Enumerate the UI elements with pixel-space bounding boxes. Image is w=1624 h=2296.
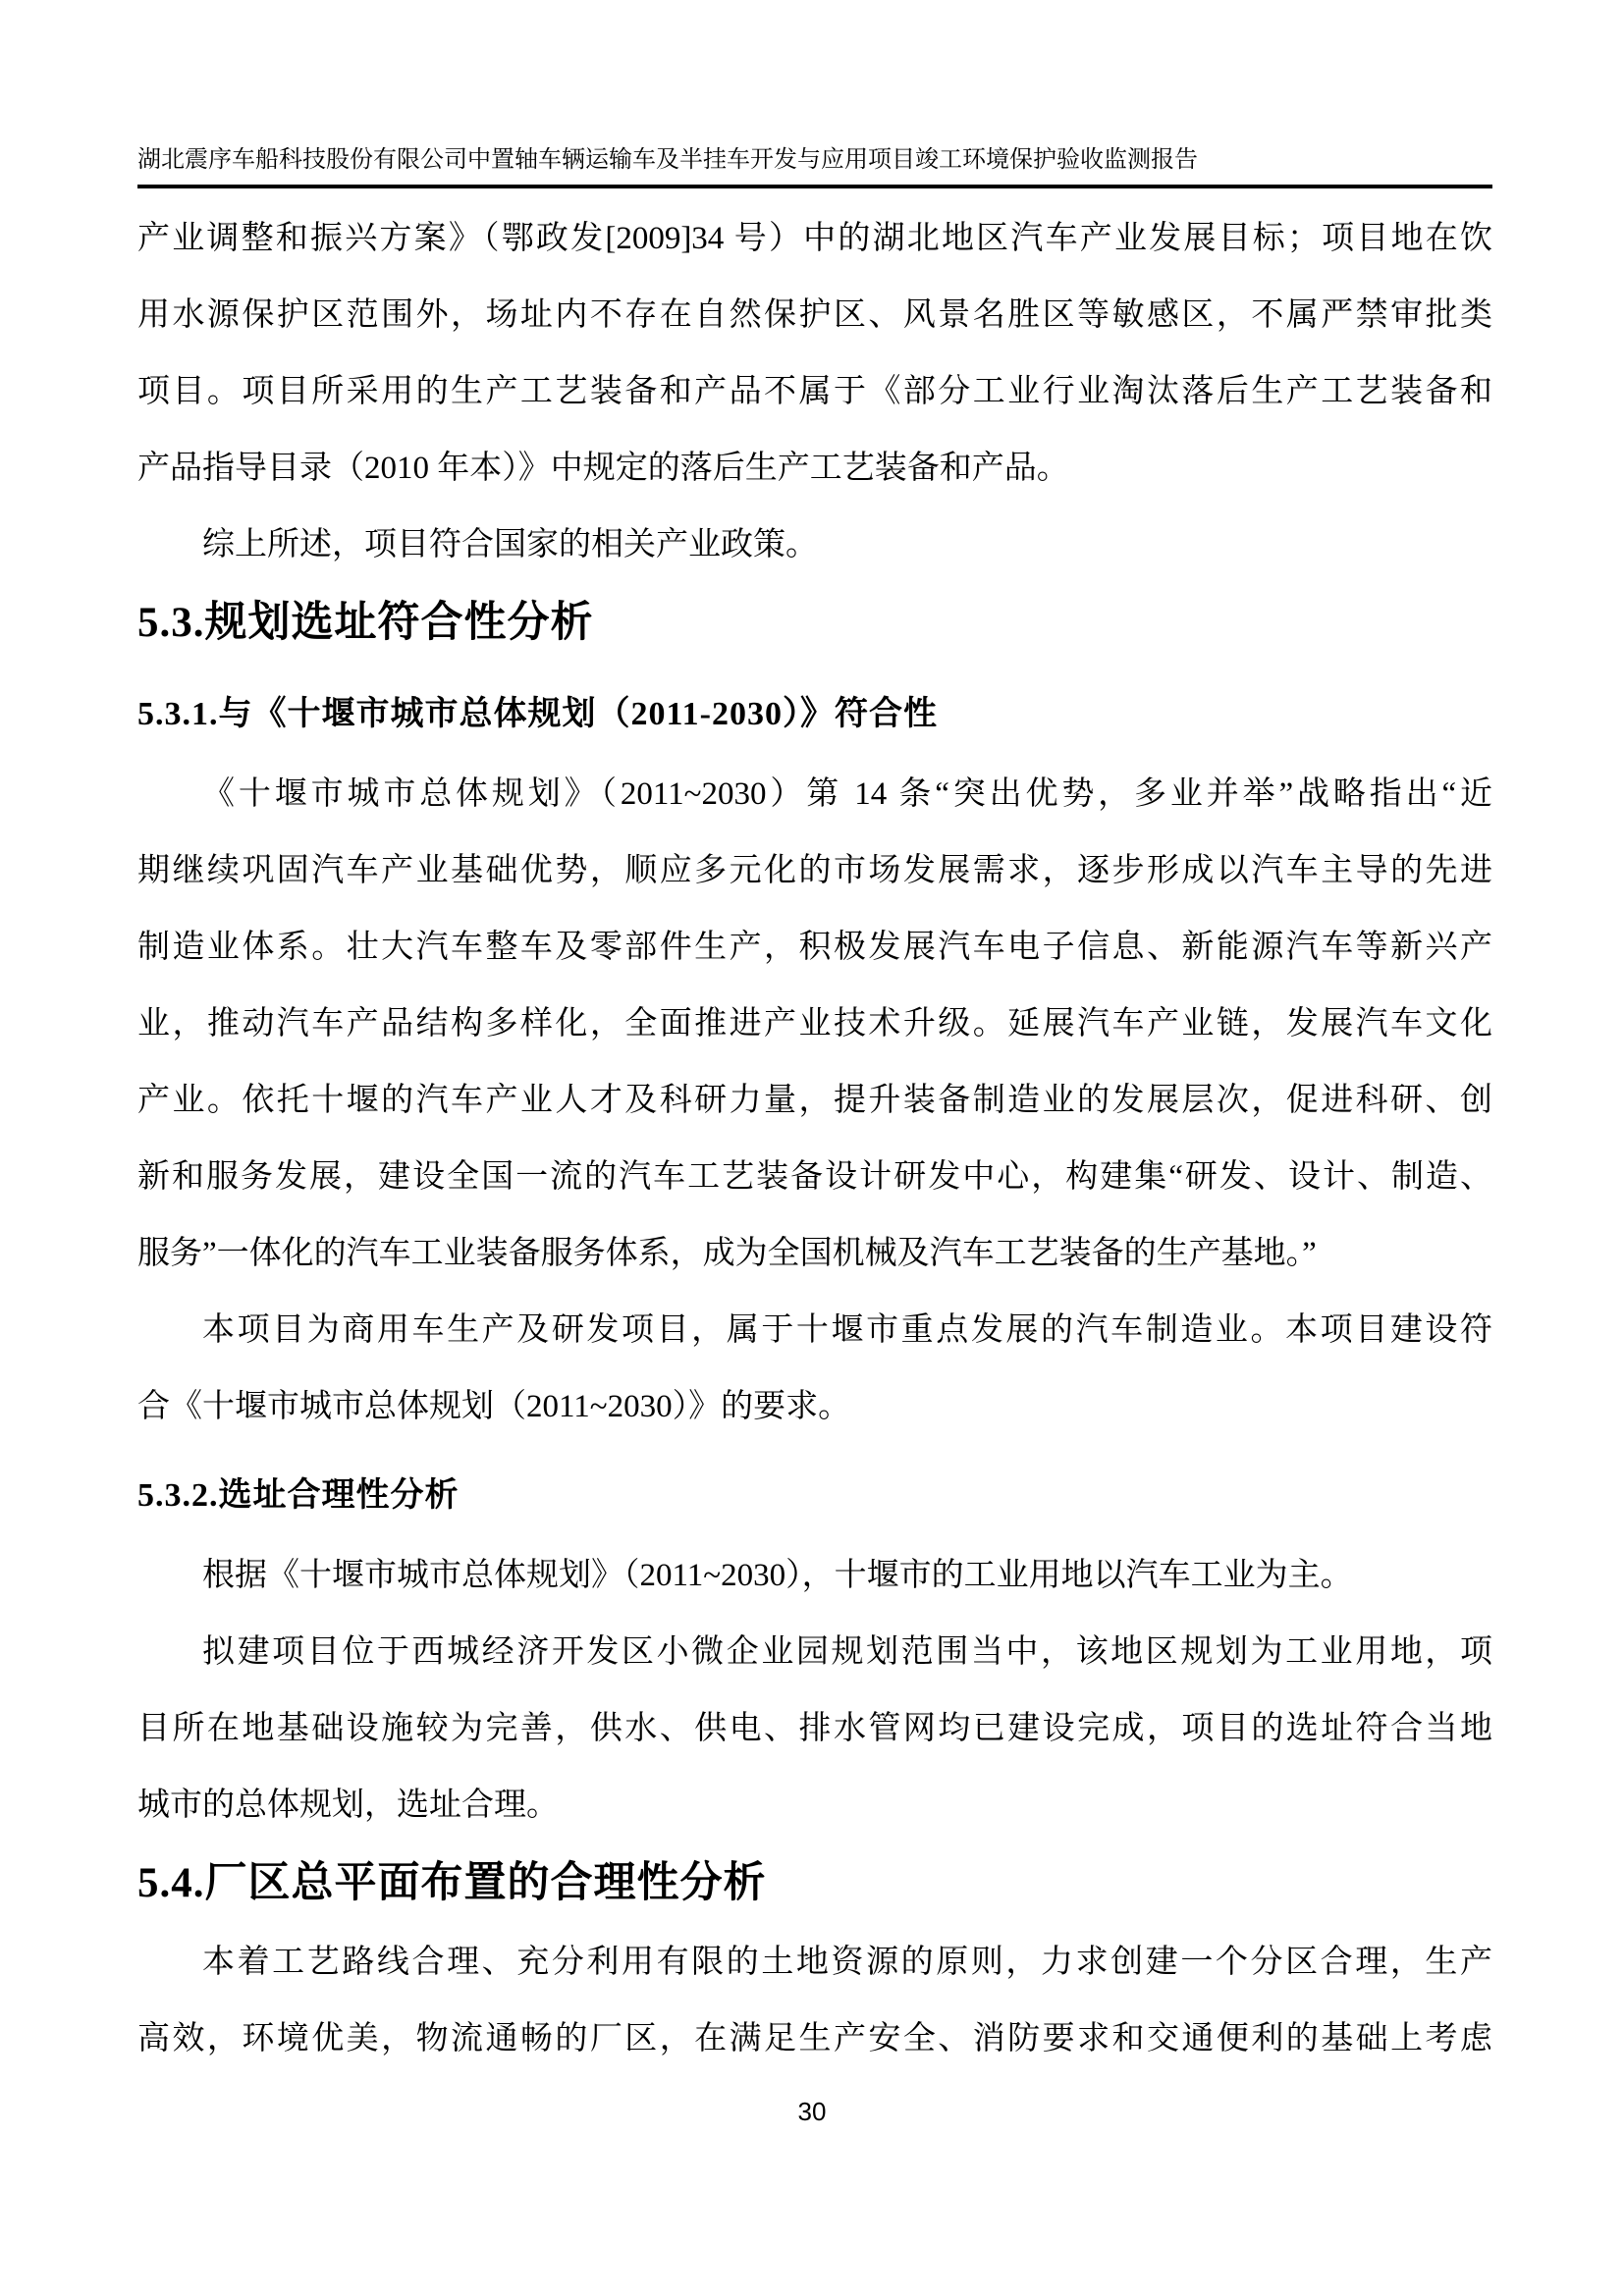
paragraph-industrial-landuse: 根据《十堰市城市总体规划》（2011~2030），十堰市的工业用地以汽车工业为主。 xyxy=(202,1558,1353,1593)
section-heading-5-3-2: 5.3.2.选址合理性分析 xyxy=(137,1477,460,1514)
paragraph-line: 业，推动汽车产品结构多样化，全面推进产业技术升级。延展汽车产业链，发展汽车文化 xyxy=(137,1006,1492,1041)
paragraph-plant-layout xyxy=(137,1924,1492,2077)
section-heading-5-3: 5.3.规划选址符合性分析 xyxy=(137,600,594,646)
paragraph-line: 《十堰市城市总体规划》（2011~2030）第 14 条“突出优势，多业并举”战略指出“近 xyxy=(202,776,1492,812)
paragraph-line: 服务”一体化的汽车工业装备服务体系，成为全国机械及汽车工艺装备的生产基地。” xyxy=(137,1236,1317,1271)
page-header-title: 湖北震序车船科技股份有限公司中置轴车辆运输车及半挂车开发与应用项目竣工环境保护验收监测报告 xyxy=(137,147,1198,173)
paragraph-line: 期继续巩固汽车产业基础优势，顺应多元化的市场发展需求，逐步形成以汽车主导的先进 xyxy=(137,853,1492,888)
paragraph-line: 本着工艺路线合理、充分利用有限的土地资源的原则，力求创建一个分区合理，生产 xyxy=(202,1945,1492,1980)
page-number: 30 xyxy=(797,2097,827,2126)
paragraph-line: 新和服务发展，建设全国一流的汽车工艺装备设计研发中心，构建集“研发、设计、制造、 xyxy=(137,1159,1492,1195)
paragraph-line: 城市的总体规划，选址合理。 xyxy=(137,1788,559,1823)
paragraph-line: 本项目为商用车生产及研发项目，属于十堰市重点发展的汽车制造业。本项目建设符 xyxy=(202,1312,1492,1348)
paragraph-line: 产业调整和振兴方案》（鄂政发[2009]34 号）中的湖北地区汽车产业发展目标；项目地在饮 xyxy=(137,221,1492,256)
paragraph-line: 拟建项目位于西城经济开发区小微企业园规划范围当中，该地区规划为工业用地，项 xyxy=(202,1634,1492,1670)
paragraph-line: 目所在地基础设施较为完善，供水、供电、排水管网均已建设完成，项目的选址符合当地 xyxy=(137,1711,1492,1746)
paragraph-line: 项目。项目所采用的生产工艺装备和产品不属于《部分工业行业淘汰落后生产工艺装备和 xyxy=(137,374,1492,409)
paragraph-line: 用水源保护区范围外，场址内不存在自然保护区、风景名胜区等敏感区，不属严禁审批类 xyxy=(137,297,1492,333)
paragraph-site-rationality xyxy=(137,1614,1492,1843)
paragraph-industrial-policy xyxy=(137,200,1492,507)
paragraph-policy-conclusion: 综上所述，项目符合国家的相关产业政策。 xyxy=(202,527,818,562)
paragraph-line: 高效，环境优美，物流通畅的厂区，在满足生产安全、消防要求和交通便利的基础上考虑 xyxy=(137,2021,1492,2056)
section-heading-5-3-1: 5.3.1.与《十堰市城市总体规划（2011-2030）》符合性 xyxy=(137,696,938,732)
paragraph-project-conformity xyxy=(137,1292,1492,1445)
header-divider xyxy=(137,185,1492,188)
paragraph-line: 产业。依托十堰的汽车产业人才及科研力量，提升装备制造业的发展层次，促进科研、创 xyxy=(137,1083,1492,1118)
body-text xyxy=(137,200,1492,2077)
paragraph-line: 合《十堰市城市总体规划（2011~2030）》的要求。 xyxy=(137,1389,851,1424)
paragraph-city-master-plan xyxy=(137,756,1492,1292)
paragraph-line: 制造业体系。壮大汽车整车及零部件生产，积极发展汽车电子信息、新能源汽车等新兴产 xyxy=(137,930,1492,965)
paragraph-line: 产品指导目录（2010 年本）》中规定的落后生产工艺装备和产品。 xyxy=(137,451,1069,486)
section-heading-5-4: 5.4.厂区总平面布置的合理性分析 xyxy=(137,1860,767,1906)
